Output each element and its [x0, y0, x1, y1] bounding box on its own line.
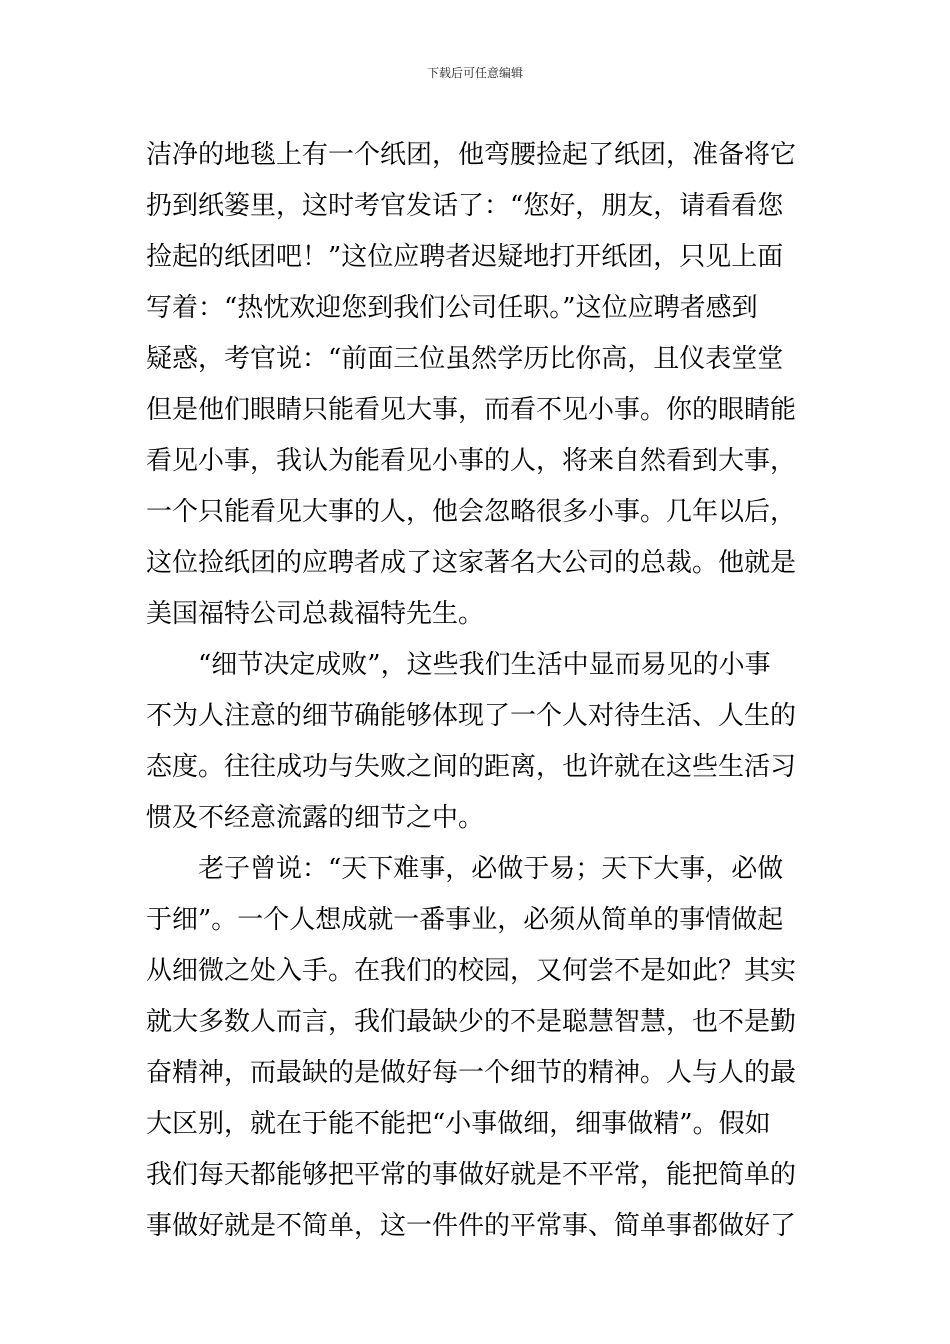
text-line: 美国福特公司总裁福特先生。 — [146, 599, 485, 629]
text-line: 但是他们眼睛只能看见大事，而看不见小事。你的眼睛能 — [146, 395, 797, 425]
paragraph — [146, 640, 806, 844]
text-line: 我们每天都能够把平常的事做好就是不平常，能把简单的 — [146, 1160, 797, 1190]
page-header-note: 下载后可任意编辑 — [426, 66, 523, 80]
text-line: 就大多数人而言，我们最缺少的不是聪慧智慧，也不是勤 — [146, 1007, 797, 1037]
text-line: 不为人注意的细节确能够体现了一个人对待生活、人生的 — [146, 701, 797, 731]
paragraph — [146, 844, 806, 1252]
text-line: 大区别，就在于能不能把“小事做细，细事做精”。假如 — [146, 1109, 771, 1139]
text-line: 态度。往往成功与失败之间的距离，也许就在这些生活习 — [146, 752, 797, 782]
text-line: 写着：“热忱欢迎您到我们公司任职。”这位应聘者感到 — [146, 293, 758, 323]
text-line: 于细”。一个人想成就一番事业，必须从简单的事情做起 — [146, 905, 784, 935]
text-line: 洁净的地毯上有一个纸团，他弯腰捡起了纸团，准备将它 — [146, 140, 797, 170]
text-line: 老子曾说：“天下难事，必做于易；天下大事，必做 — [198, 854, 784, 884]
text-line: 看见小事，我认为能看见小事的人，将来自然看到大事， — [146, 446, 797, 476]
text-line: 惯及不经意流露的细节之中。 — [146, 803, 485, 833]
paragraph — [146, 130, 806, 640]
text-line: 疑惑，考官说：“前面三位虽然学历比你高，且仪表堂堂 — [146, 344, 784, 374]
text-line: 扔到纸篓里，这时考官发话了：“您好，朋友，请看看您 — [146, 191, 784, 221]
text-line: 一个只能看见大事的人，他会忽略很多小事。几年以后， — [146, 497, 797, 527]
text-line: “细节决定成败”，这些我们生活中显而易见的小事 — [198, 650, 771, 680]
text-line: 奋精神，而最缺的是做好每一个细节的精神。人与人的最 — [146, 1058, 797, 1088]
text-line: 事做好就是不简单，这一件件的平常事、简单事都做好了 — [146, 1211, 797, 1241]
document-body — [146, 130, 806, 1252]
text-line: 从细微之处入手。在我们的校园，又何尝不是如此？其实 — [146, 956, 797, 986]
text-line: 捡起的纸团吧！”这位应聘者迟疑地打开纸团，只见上面 — [146, 242, 784, 272]
text-line: 这位捡纸团的应聘者成了这家著名大公司的总裁。他就是 — [146, 548, 797, 578]
